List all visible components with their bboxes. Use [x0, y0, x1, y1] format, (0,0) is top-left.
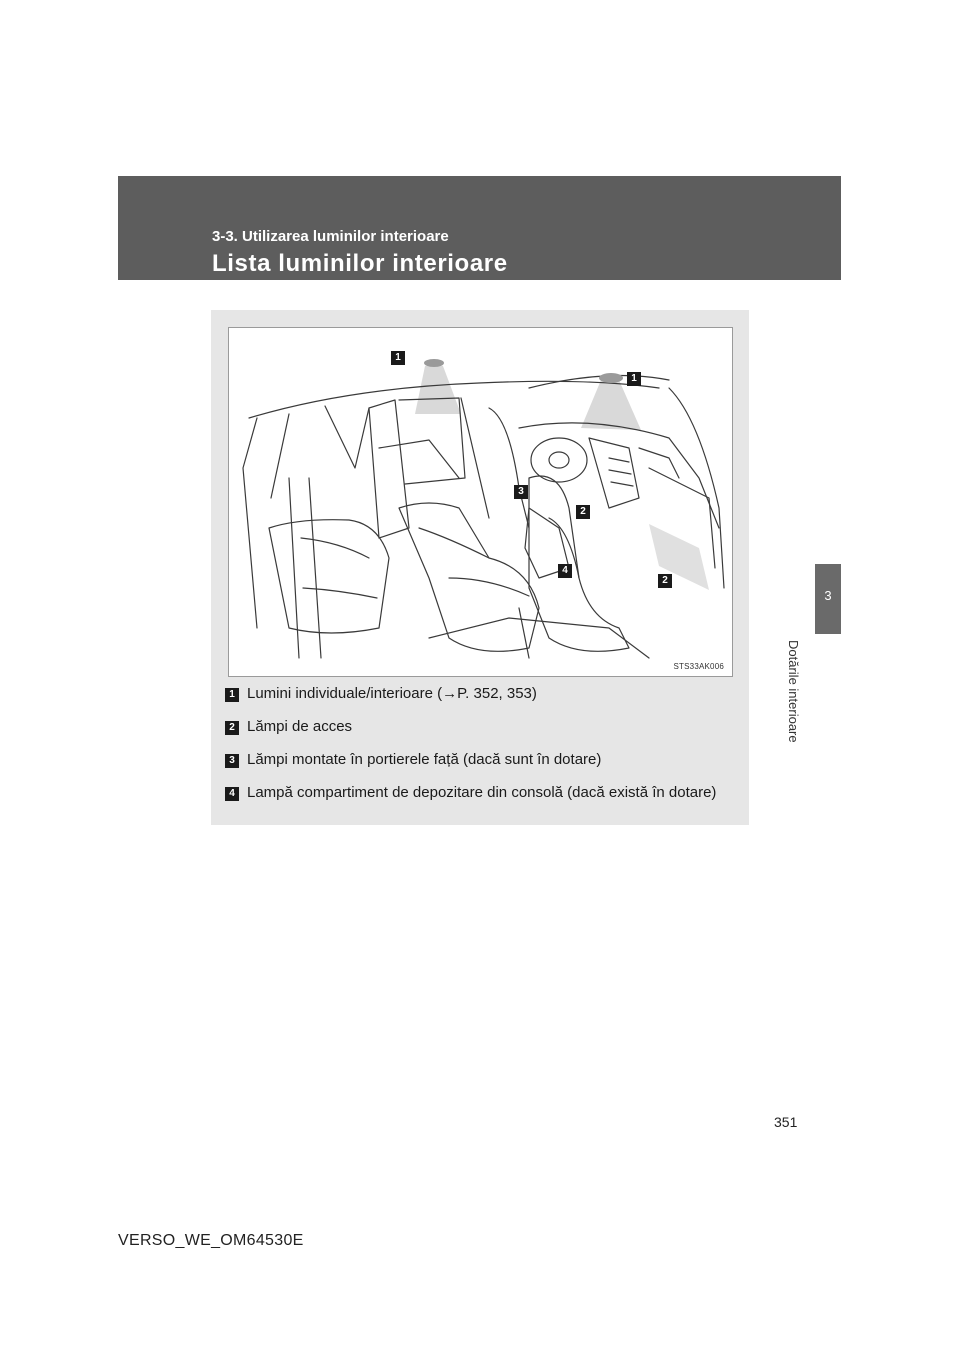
legend-item [225, 716, 735, 738]
legend-badge: 1 [225, 688, 239, 702]
callout-3: 3 [514, 485, 528, 499]
legend-item [225, 749, 735, 771]
car-interior-drawing [229, 328, 733, 677]
legend-text: Lămpi de acces [247, 718, 353, 735]
header-band [118, 176, 841, 280]
page-title: Lista luminilor interioare [212, 250, 508, 277]
chapter-number: 3 [824, 588, 832, 603]
car-interior-illustration [228, 327, 733, 677]
page-number: 351 [774, 1114, 798, 1130]
legend-text: Lumini individuale/interioare (→P. 352, 353) [247, 685, 537, 702]
content-box [211, 310, 749, 825]
callout-1-front: 1 [627, 372, 641, 386]
legend-item [225, 683, 735, 705]
legend-text: Lampă compartiment de depozitare din consolă (dacă există în dotare) [247, 784, 717, 801]
callout-2-right: 2 [658, 574, 672, 588]
legend-badge: 2 [225, 721, 239, 735]
legend-item [225, 782, 735, 804]
callout-1-rear: 1 [391, 351, 405, 365]
legend-text: Lămpi montate în portierele față (dacă sunt în dotare) [247, 751, 602, 768]
chapter-tab[interactable] [815, 564, 841, 634]
footer-code: VERSO_WE_OM64530E [118, 1232, 304, 1249]
chapter-caption-text: Dotările interioare [786, 640, 801, 743]
callout-4: 4 [558, 564, 572, 578]
legend [225, 683, 735, 815]
legend-badge: 3 [225, 754, 239, 768]
section-label: 3-3. Utilizarea luminilor interioare [212, 228, 449, 245]
callout-2-front: 2 [576, 505, 590, 519]
illustration-code: STS33AK006 [673, 662, 724, 671]
chapter-caption [779, 640, 809, 780]
legend-badge: 4 [225, 787, 239, 801]
